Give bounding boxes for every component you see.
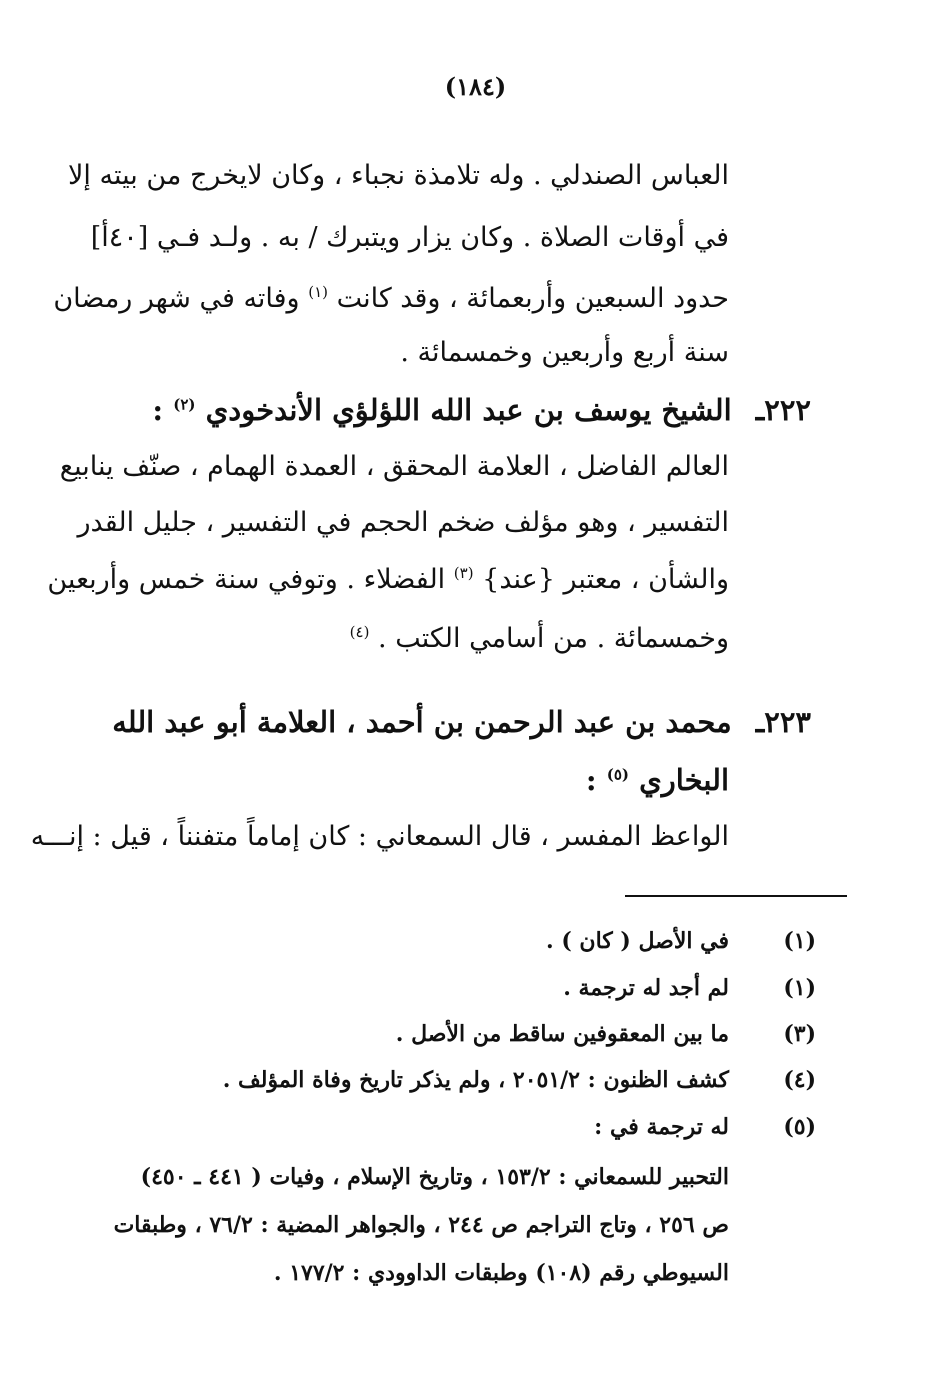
entry-222-title: الشيخ يوسف بن عبد الله اللؤلؤي الأندخودي bbox=[205, 393, 732, 427]
entry-223-line-1: الواعظ المفسر ، قال السمعاني : كان إماماً متفنناً ، قيل : إنـــه bbox=[30, 821, 729, 852]
footnote-ref-1: (١) bbox=[308, 283, 328, 301]
footnote-5-line-3: السيوطي رقم (١٠٨) وطبقات الداوودي : ١٧٧/٢ . bbox=[273, 1260, 729, 1286]
footnote-5-number: (٥) bbox=[783, 1114, 816, 1140]
footnote-ref-4: (٤) bbox=[349, 623, 370, 641]
entry-222-line-3 bbox=[47, 560, 729, 600]
entry-222-number: ٢٢٢ـ bbox=[755, 393, 811, 427]
body-line-2: في أوقات الصلاة . وكان يزار ويتبرك / به . ولـد فـي [٤٠أ] bbox=[90, 222, 729, 253]
footnote-1-text: في الأصل ( كان ) . bbox=[546, 928, 729, 954]
footnote-ref-2: (٢) bbox=[173, 395, 196, 414]
entry-222-line-1: العالم الفاضل ، العلامة المحقق ، العمدة الهمام ، صنّف ينابيع bbox=[59, 451, 729, 482]
entry-223-title-line-2: البخاري bbox=[639, 763, 729, 797]
footnote-1-number: (١) bbox=[783, 928, 816, 954]
body-line-3-b: وفاته في شهر رمضان bbox=[53, 283, 300, 314]
entry-222-line-4-text: وخمسمائة . من أسامي الكتب . bbox=[378, 623, 729, 654]
footnote-5-text: له ترجمة في : bbox=[594, 1114, 729, 1140]
entry-223-heading bbox=[112, 702, 811, 742]
footnote-2-number: (١) bbox=[783, 975, 816, 1001]
entry-222-colon: : bbox=[152, 393, 164, 427]
body-line-4: سنة أربع وأربعين وخمسمائة . bbox=[400, 337, 729, 368]
entry-223-colon: : bbox=[585, 763, 597, 797]
body-line-3 bbox=[53, 279, 729, 319]
footnote-3-text: ما بين المعقوفين ساقط من الأصل . bbox=[395, 1021, 729, 1047]
footnote-separator bbox=[625, 895, 847, 897]
footnote-5-line-1: التحبير للسمعاني : ١٥٣/٢ ، وتاريخ الإسلام ، وفيات ( ٤٤١ ـ ٤٥٠) bbox=[140, 1164, 729, 1190]
footnote-ref-5: (٥) bbox=[606, 765, 629, 784]
body-line-3-a: حدود السبعين وأربعمائة ، وقد كانت bbox=[336, 283, 729, 314]
entry-222-line-3-a: والشأن ، معتبر {عند} bbox=[482, 564, 729, 595]
footnote-2-text: لم أجد له ترجمة . bbox=[563, 975, 729, 1001]
entry-222-line-3-b: الفضلاء . وتوفي سنة خمس وأربعين bbox=[47, 564, 446, 595]
entry-223-heading-cont bbox=[586, 760, 729, 800]
footnote-ref-3: (٣) bbox=[453, 564, 474, 582]
entry-222-heading bbox=[152, 390, 811, 430]
footnote-3-number: (٣) bbox=[783, 1021, 816, 1047]
entry-223-title-line-1: محمد بن عبد الرحمن بن أحمد ، العلامة أبو عبد الله bbox=[112, 705, 732, 739]
footnote-4-text: كشف الظنون : ٢٠٥١/٢ ، ولم يذكر تاريخ وفاة المؤلف . bbox=[222, 1067, 729, 1093]
entry-222-line-2: التفسير ، وهو مؤلف ضخم الحجم في التفسير ، جليل القدر bbox=[77, 507, 729, 538]
entry-223-number: ٢٢٣ـ bbox=[755, 705, 811, 739]
footnote-5-line-2: ص ٢٥٦ ، وتاج التراجم ص ٢٤٤ ، والجواهر المضية : ٧٦/٢ ، وطبقات bbox=[113, 1212, 729, 1238]
body-line-1: العباس الصندلي . وله تلامذة نجباء ، وكان لايخرج من بيته إلا bbox=[68, 160, 729, 191]
entry-222-line-4 bbox=[350, 619, 729, 659]
page-number: (١٨٤) bbox=[444, 72, 507, 101]
footnote-4-number: (٤) bbox=[783, 1067, 816, 1093]
